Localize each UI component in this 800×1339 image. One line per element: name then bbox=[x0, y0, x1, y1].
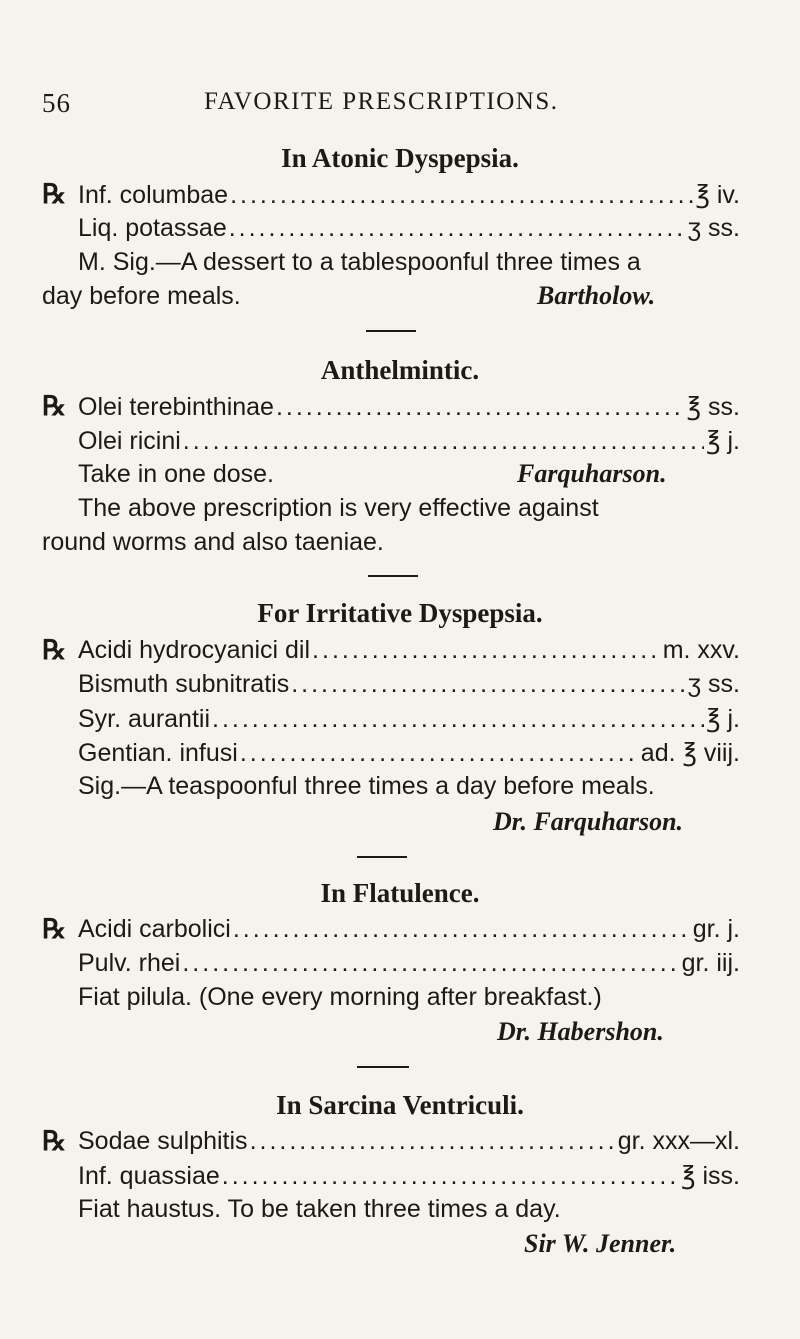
rx-icon: ℞ bbox=[42, 914, 67, 944]
instruction-text: Fiat pilula. (One every morning after breakfast.) bbox=[78, 983, 602, 1011]
ingredient-line: Syr. aurantii ..... ℥ j. bbox=[78, 704, 740, 736]
ingredient-line: Inf. columbae ..... ℥ iv. bbox=[78, 180, 740, 212]
section-divider bbox=[357, 1066, 409, 1068]
section-divider bbox=[366, 330, 416, 332]
page-number: 56 bbox=[42, 88, 71, 118]
rx-icon: ℞ bbox=[42, 635, 67, 665]
note-text: The above prescription is very effective against bbox=[78, 494, 599, 522]
note-text: round worms and also taeniae. bbox=[42, 528, 384, 556]
section-title: In Flatulence. bbox=[320, 878, 480, 908]
author-attribution: Farquharson. bbox=[517, 459, 667, 488]
section-title: Anthelmintic. bbox=[320, 355, 480, 385]
running-title: FAVORITE PRESCRIPTIONS. bbox=[204, 88, 559, 115]
section-divider bbox=[357, 856, 407, 858]
author-attribution: Dr. Farquharson. bbox=[493, 807, 684, 836]
instruction-text: Fiat haustus. To be taken three times a day. bbox=[78, 1195, 561, 1223]
rx-icon: ℞ bbox=[42, 179, 67, 209]
ingredient-line: Liq. potassae ..... ʒ ss. bbox=[78, 214, 740, 246]
section-title: In Sarcina Ventriculi. bbox=[276, 1090, 524, 1120]
section-title: For Irritative Dyspepsia. bbox=[257, 598, 543, 628]
instruction-text: M. Sig.—A dessert to a tablespoonful three times a bbox=[78, 248, 641, 276]
ingredient-line: Acidi hydrocyanici dil ..... m. xxv. bbox=[78, 636, 740, 668]
ingredient-line: Pulv. rhei ..... gr. iij. bbox=[78, 949, 740, 981]
ingredient-line: Bismuth subnitratis ..... ʒ ss. bbox=[78, 670, 740, 702]
section-divider bbox=[368, 575, 418, 577]
ingredient-line: Sodae sulphitis ..... gr. xxx—xl. bbox=[78, 1127, 740, 1159]
rx-icon: ℞ bbox=[42, 391, 67, 421]
ingredient-line: Olei ricini ..... ℥ j. bbox=[78, 426, 740, 458]
ingredient-line: Acidi carbolici ..... gr. j. bbox=[78, 915, 740, 947]
author-attribution: Sir W. Jenner. bbox=[524, 1229, 677, 1258]
author-attribution: Bartholow. bbox=[537, 281, 656, 310]
instruction-text: day before meals. bbox=[42, 282, 241, 310]
instruction-text: Take in one dose. bbox=[78, 460, 274, 488]
ingredient-line: Olei terebinthinae ..... ℥ ss. bbox=[78, 392, 740, 424]
instruction-text: Sig.—A teaspoonful three times a day before meals. bbox=[78, 772, 655, 800]
author-attribution: Dr. Habershon. bbox=[497, 1017, 664, 1046]
rx-icon: ℞ bbox=[42, 1126, 67, 1156]
ingredient-line: Inf. quassiae ..... ℥ iss. bbox=[78, 1161, 740, 1193]
section-title: In Atonic Dyspepsia. bbox=[281, 143, 519, 173]
ingredient-line: Gentian. infusi ..... ad. ℥ viij. bbox=[78, 738, 740, 770]
